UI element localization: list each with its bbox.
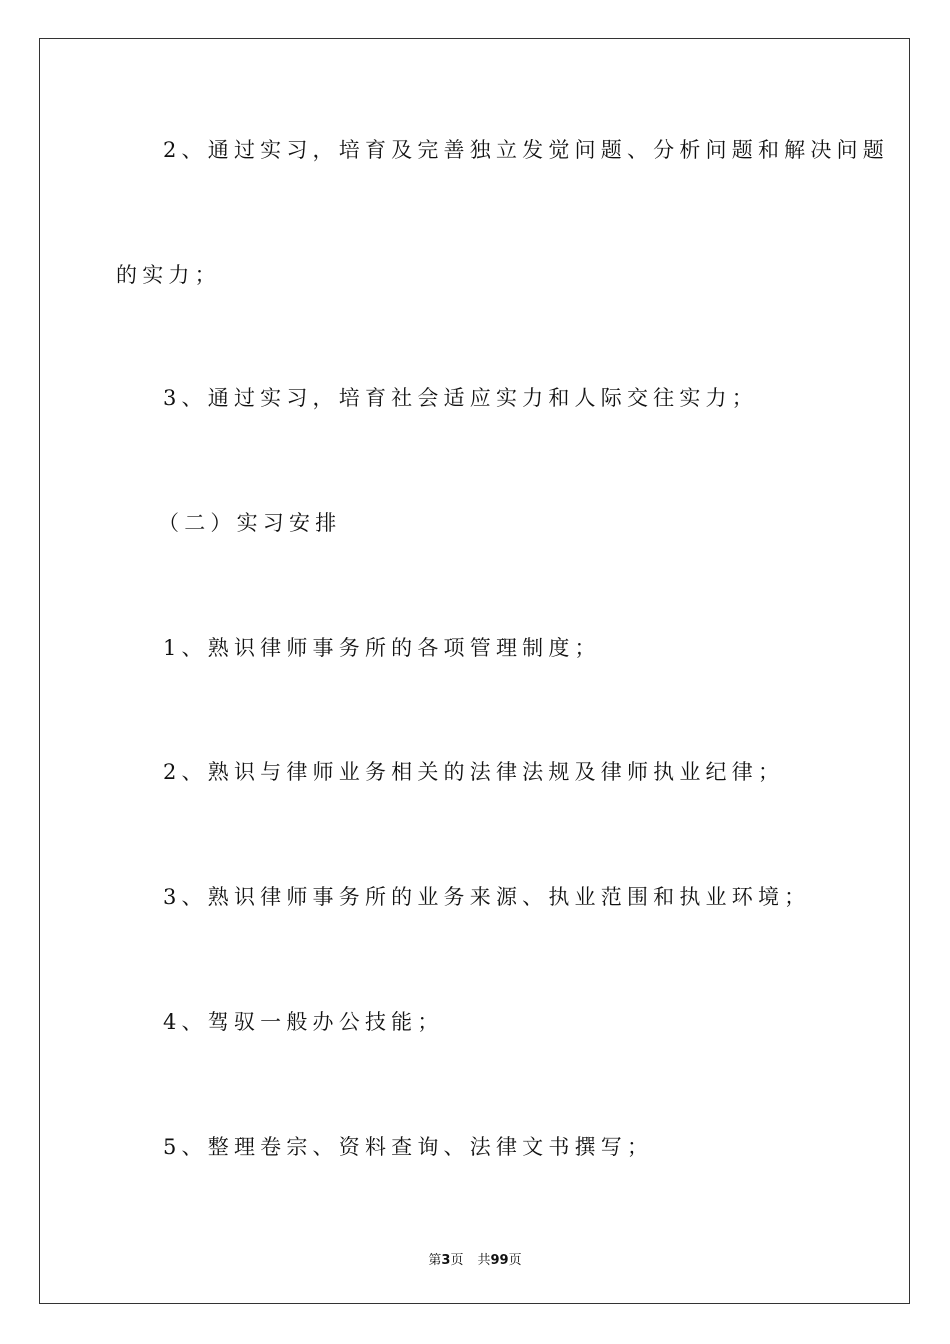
body-line-6: 3、熟识律师事务所的业务来源、执业范围和执业环境； — [163, 885, 811, 909]
body-line-8: 5、整理卷宗、资料查询、法律文书撰写； — [163, 1135, 654, 1159]
footer-page-number: 3 — [441, 1253, 451, 1268]
footer-page-prefix: 第 — [428, 1253, 442, 1268]
footer-page-suffix: 页 — [450, 1253, 464, 1268]
body-line-3: 3、通过实习，培育社会适应实力和人际交往实力； — [163, 386, 758, 410]
footer-total-suffix: 页 — [508, 1253, 522, 1268]
page-footer — [0, 1249, 950, 1268]
body-line-4: 1、熟识律师事务所的各项管理制度； — [163, 636, 601, 660]
page-border — [39, 38, 910, 1304]
section-heading: （二）实习安排 — [158, 511, 342, 535]
body-line-5: 2、熟识与律师业务相关的法律法规及律师执业纪律； — [163, 760, 785, 784]
footer-total-pages: 99 — [490, 1253, 509, 1268]
footer-total-prefix: 共 — [477, 1253, 491, 1268]
body-line-1: 2、通过实习，培育及完善独立发觉问题、分析问题和解决问题 — [163, 138, 889, 162]
body-line-7: 4、驾驭一般办公技能； — [163, 1010, 444, 1034]
body-line-2: 的实力； — [116, 263, 221, 287]
